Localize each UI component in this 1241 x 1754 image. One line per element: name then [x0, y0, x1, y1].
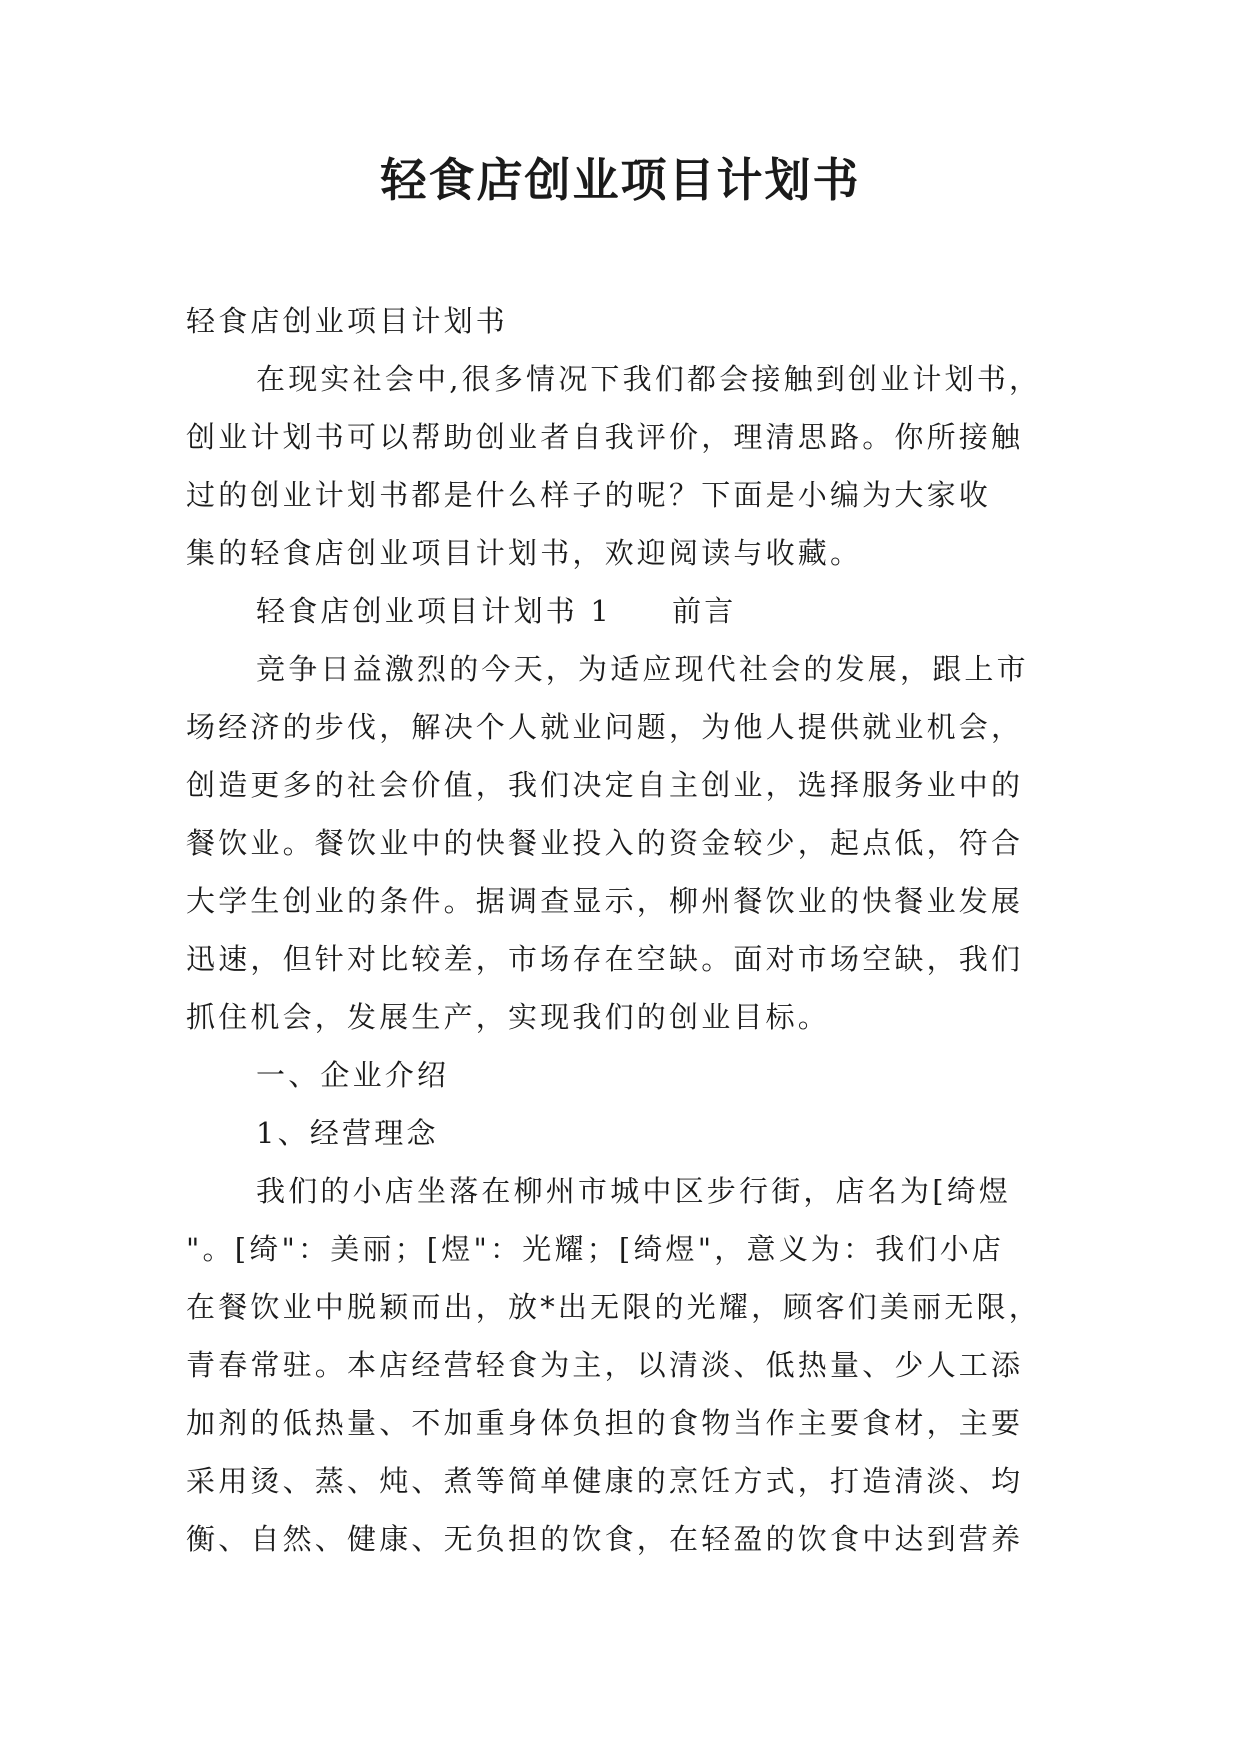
- text-line-content: 加剂的低热量、不加重身体负担的食物当作主要食材，主要: [186, 1406, 1024, 1440]
- section-heading: 前言: [672, 594, 737, 628]
- text-line-content: 在现实社会中,很多情况下我们都会接触到创业计划书，: [256, 362, 1042, 396]
- text-line-content: 迅速，但针对比较差，市场存在空缺。面对市场空缺，我们: [186, 942, 1024, 976]
- text-line: [186, 466, 1056, 524]
- text-line-content: 创业计划书可以帮助创业者自我评价，理清思路。你所接触: [186, 420, 1024, 454]
- text-line: [186, 1394, 1056, 1452]
- text-line: [186, 1452, 1056, 1510]
- text-line: [186, 872, 1056, 930]
- text-line: [186, 1278, 1056, 1336]
- text-line: [186, 988, 1056, 1046]
- text-line: [186, 930, 1056, 988]
- text-line: [186, 640, 1056, 698]
- text-line-content: 采用烫、蒸、炖、煮等简单健康的烹饪方式，打造清淡、均: [186, 1464, 1024, 1498]
- text-line: [186, 524, 1056, 582]
- text-line-content: 轻食店创业项目计划书: [186, 304, 509, 338]
- text-line: [186, 408, 1056, 466]
- text-line-content: 抓住机会，发展生产，实现我们的创业目标。: [186, 1000, 831, 1034]
- text-line-content: 衡、自然、健康、无负担的饮食，在轻盈的饮食中达到营养: [186, 1522, 1024, 1556]
- text-line-content: 大学生创业的条件。据调查显示，柳州餐饮业的快餐业发展: [186, 884, 1024, 918]
- text-line: [186, 756, 1056, 814]
- text-line-content: "。[绮"：美丽；[煜"：光耀；[绮煜"，意义为：我们小店: [186, 1232, 1005, 1266]
- document-body: [186, 292, 1056, 1568]
- text-line: [186, 1510, 1056, 1568]
- text-line-content: 餐饮业。餐饮业中的快餐业投入的资金较少，起点低，符合: [186, 826, 1024, 860]
- text-line-content: 我们的小店坐落在柳州市城中区步行街，店名为[绮煜: [256, 1174, 1012, 1208]
- text-line: [186, 1220, 1056, 1278]
- text-line: [186, 350, 1056, 408]
- text-line-content: 在餐饮业中脱颖而出，放*出无限的光耀，顾客们美丽无限，: [186, 1290, 1041, 1324]
- text-line: [186, 698, 1056, 756]
- text-line-content: 青春常驻。本店经营轻食为主，以清淡、低热量、少人工添: [186, 1348, 1024, 1382]
- text-line-content: 轻食店创业项目计划书 1: [256, 594, 613, 628]
- text-line-content: 一、企业介绍: [256, 1058, 450, 1092]
- text-line: [186, 292, 1056, 350]
- text-line-content: 集的轻食店创业项目计划书，欢迎阅读与收藏。: [186, 536, 863, 570]
- text-line-content: 1、经营理念: [256, 1116, 439, 1150]
- text-line-content: 过的创业计划书都是什么样子的呢？下面是小编为大家收: [186, 478, 992, 512]
- text-line: [186, 1104, 1056, 1162]
- text-line: [186, 582, 1056, 640]
- text-line-content: 竞争日益激烈的今天，为适应现代社会的发展，跟上市: [256, 652, 1029, 686]
- text-line-content: 场经济的步伐，解决个人就业问题，为他人提供就业机会，: [186, 710, 1024, 744]
- text-line: [186, 1336, 1056, 1394]
- text-line: [186, 1162, 1056, 1220]
- document-title: 轻食店创业项目计划书: [380, 153, 861, 207]
- text-line-content: 创造更多的社会价值，我们决定自主创业，选择服务业中的: [186, 768, 1024, 802]
- text-line: [186, 1046, 1056, 1104]
- text-line: [186, 814, 1056, 872]
